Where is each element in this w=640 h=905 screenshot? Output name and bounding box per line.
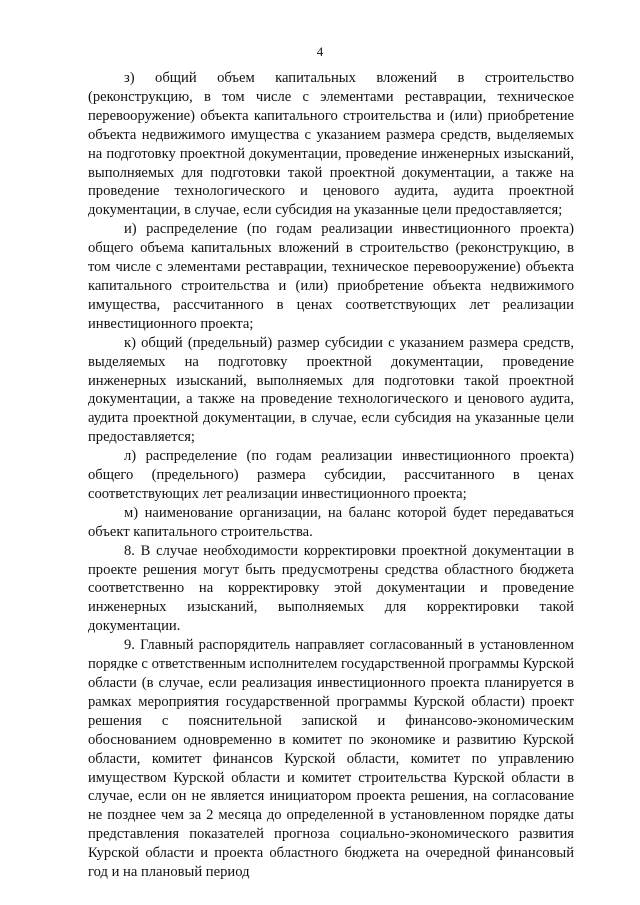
page-number: 4 <box>316 44 324 59</box>
paragraph-z: з) общий объем капитальных вложений в строительство (реконструкцию, в том числе с элементами реставрации, техническое перевооружение) объекта капитального строительства и (или) приобретение объекта недвижимого имущества с указанием размера средств, выделяемых на подготовку проектной документации, проведение инженерных изысканий, выполняемых для подготовки такой проектной документации, а также на проведение технологического и ценового аудита, аудита проектной документации, в случае, если субсидия на указанные цели предоставляется; <box>88 70 574 219</box>
document-body <box>88 69 574 882</box>
paragraph-l: л) распределение (по годам реализации инвестиционного проекта) общего (предельного) размера субсидии, рассчитанного в ценах соответствующих лет реализации инвестиционного проекта; <box>88 448 574 502</box>
paragraph-m: м) наименование организации, на баланс которой будет передаваться объект капитального строительства. <box>88 504 574 540</box>
paragraph-k: к) общий (предельный) размер субсидии с указанием размера средств, выделяемых на подготовку проектной документации, проведение инженерных изысканий, выполняемых для подготовки такой проектной документации, а также на проведение технологического и ценового аудита, аудита проектной документации, в случае, если субсидия на указанные цели предоставляется; <box>88 334 574 446</box>
paragraph-8: 8. В случае необходимости корректировки проектной документации в проекте решения могут быть предусмотрены средства областного бюджета соответственно на корректировку этой документации и проведение инженерных изысканий, выполняемых для корректировки такой документации. <box>88 542 574 635</box>
paragraph-i: и) распределение (по годам реализации инвестиционного проекта) общего объема капитальных вложений в строительство (реконструкцию, в том числе с элементами реставрации, техническое перевооружение) объекта капитального строительства и (или) приобретение объекта недвижимого имущества, рассчитанного в ценах соответствующих лет реализации инвестиционного проекта; <box>88 221 574 332</box>
paragraph-9: 9. Главный распорядитель направляет согласованный в установленном порядке с ответственным исполнителем государственной программы Курской области (в случае, если реализация инвестиционного проекта планируется в рамках мероприятия государственной программы Курской области) проект решения с пояснительной запиской и финансово-экономическим обоснованием одновременно в комитет по экономике и развитию Курской области, комитет финансов Курской области, комитет по управлению имуществом Курской области и комитет строительства Курской области в случае, если он не является инициатором проекта решения, на согласование не позднее чем за 2 месяца до определенной в установленном порядке даты представления показателей прогноза социально-экономического развития Курской области и проекта областного бюджета на очередной финансовый год и на плановый период <box>88 637 574 881</box>
